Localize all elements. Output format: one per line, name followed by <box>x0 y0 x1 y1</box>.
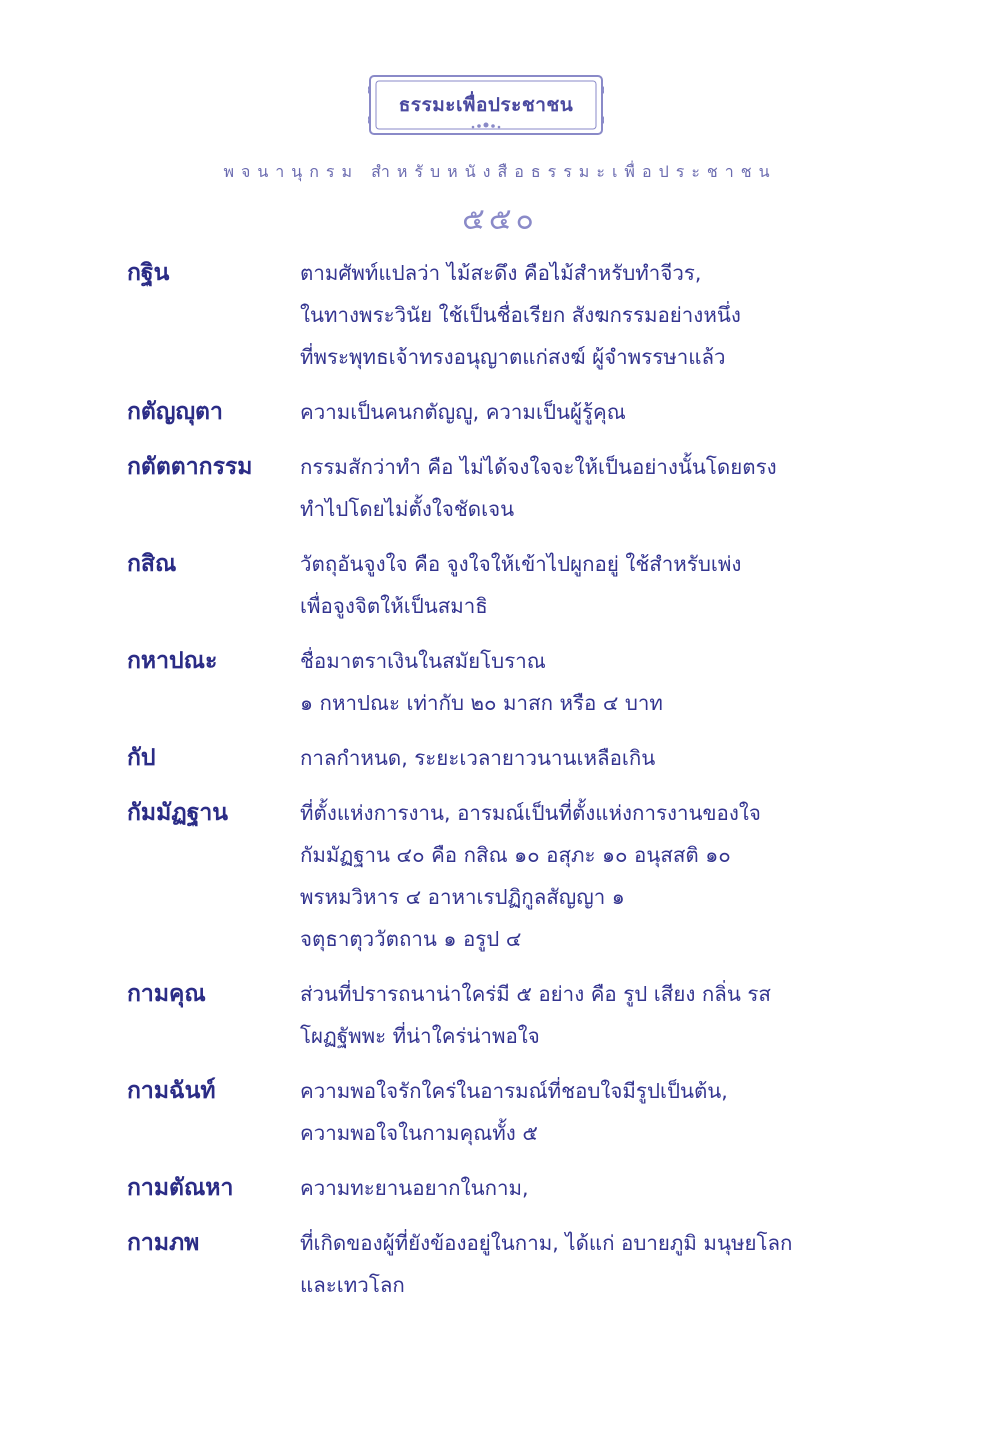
entry-definition <box>300 973 927 1057</box>
definition-line: และเทวโลก <box>300 1273 405 1297</box>
entry-definition <box>300 792 927 960</box>
definition-line: ความพอใจในกามคุณทั้ง ๕ <box>300 1121 538 1145</box>
definition-line: ความพอใจรักใคร่ในอารมณ์ที่ชอบใจมีรูปเป็นต้น, <box>300 1079 728 1103</box>
entry-definition <box>300 391 927 433</box>
entry-definition <box>300 1222 927 1306</box>
dictionary-entry <box>127 543 927 627</box>
definition-line: ตามศัพท์แปลว่า ไม้สะดึง คือไม้สำหรับทำจีวร, <box>300 261 702 285</box>
definition-line: กาลกำหนด, ระยะเวลายาวนานเหลือเกิน <box>300 746 656 770</box>
entry-term: กัมมัฏฐาน <box>127 800 229 826</box>
definition-line: ที่เกิดของผู้ที่ยังข้องอยู่ในกาม, ได้แก่ อบายภูมิ มนุษยโลก <box>300 1231 793 1255</box>
dictionary-entry <box>127 1070 927 1154</box>
definition-line: ๑ กหาปณะ เท่ากับ ๒๐ มาสก หรือ ๔ บาท <box>300 691 663 715</box>
definition-line: ความเป็นคนกตัญญู, ความเป็นผู้รู้คุณ <box>300 400 626 424</box>
definition-line: ส่วนที่ปรารถนาน่าใคร่มี ๕ อย่าง คือ รูป เสียง กลิ่น รส <box>300 982 771 1006</box>
logo <box>368 72 604 150</box>
entry-definition <box>300 252 927 378</box>
entry-term: กามตัณหา <box>127 1175 234 1201</box>
definition-line: กัมมัฏฐาน ๔๐ คือ กสิณ ๑๐ อสุภะ ๑๐ อนุสสติ ๑๐ <box>300 843 731 867</box>
dictionary-entry <box>127 1222 927 1306</box>
definition-line: เพื่อจูงจิตให้เป็นสมาธิ <box>300 594 488 618</box>
definition-line: กรรมสักว่าทำ คือ ไม่ได้จงใจจะให้เป็นอย่างนั้นโดยตรง <box>300 455 777 479</box>
dictionary-entry <box>127 973 927 1057</box>
dictionary-entry <box>127 792 927 960</box>
entry-term: กฐิน <box>127 260 170 286</box>
entry-term: กตัตตากรรม <box>127 454 253 480</box>
entry-definition <box>300 1070 927 1154</box>
entry-definition <box>300 1167 927 1209</box>
page-number: ๕๕๐ <box>462 202 538 237</box>
entry-term: กตัญญุตา <box>127 399 223 425</box>
entry-term: กามภพ <box>127 1230 200 1256</box>
entry-definition <box>300 737 927 779</box>
dictionary-entry <box>127 640 927 724</box>
definition-line: ที่ตั้งแห่งการงาน, อารมณ์เป็นที่ตั้งแห่งการงานของใจ <box>300 801 761 825</box>
entry-term: กามคุณ <box>127 981 206 1007</box>
entry-term: กัป <box>127 745 156 771</box>
dictionary-entries <box>127 252 927 1319</box>
definition-line: ทำไปโดยไม่ตั้งใจชัดเจน <box>300 497 515 521</box>
dictionary-entry <box>127 737 927 779</box>
entry-term: กสิณ <box>127 551 177 577</box>
dictionary-entry <box>127 252 927 378</box>
definition-line: ความทะยานอยากในกาม, <box>300 1176 529 1200</box>
logo-text: ธรรมะเพื่อประชาชน <box>398 94 574 116</box>
dictionary-entry <box>127 391 927 433</box>
definition-line: ชื่อมาตราเงินในสมัยโบราณ <box>300 649 546 673</box>
definition-line: จตุธาตุววัตถาน ๑ อรูป ๔ <box>300 927 522 951</box>
entry-term: กามฉันท์ <box>127 1078 216 1104</box>
entry-definition <box>300 640 927 724</box>
definition-line: พรหมวิหาร ๔ อาหาเรปฏิกูลสัญญา ๑ <box>300 885 625 909</box>
definition-line: วัตถุอันจูงใจ คือ จูงใจให้เข้าไปผูกอยู่ ใช้สำหรับเพ่ง <box>300 552 742 576</box>
definition-line: โผฏฐัพพะ ที่น่าใคร่น่าพอใจ <box>300 1024 540 1048</box>
entry-term: กหาปณะ <box>127 648 218 674</box>
definition-line: ที่พระพุทธเจ้าทรงอนุญาตแก่สงฆ์ ผู้จำพรรษาแล้ว <box>300 345 726 369</box>
dictionary-entry <box>127 446 927 530</box>
dictionary-subtitle: พจนานุกรม สำหรับหนังสือธรรมะเพื่อประชาชน <box>223 162 777 181</box>
dictionary-entry <box>127 1167 927 1209</box>
definition-line: ในทางพระวินัย ใช้เป็นชื่อเรียก สังฆกรรมอย่างหนึ่ง <box>300 303 741 327</box>
entry-definition <box>300 446 927 530</box>
entry-definition <box>300 543 927 627</box>
